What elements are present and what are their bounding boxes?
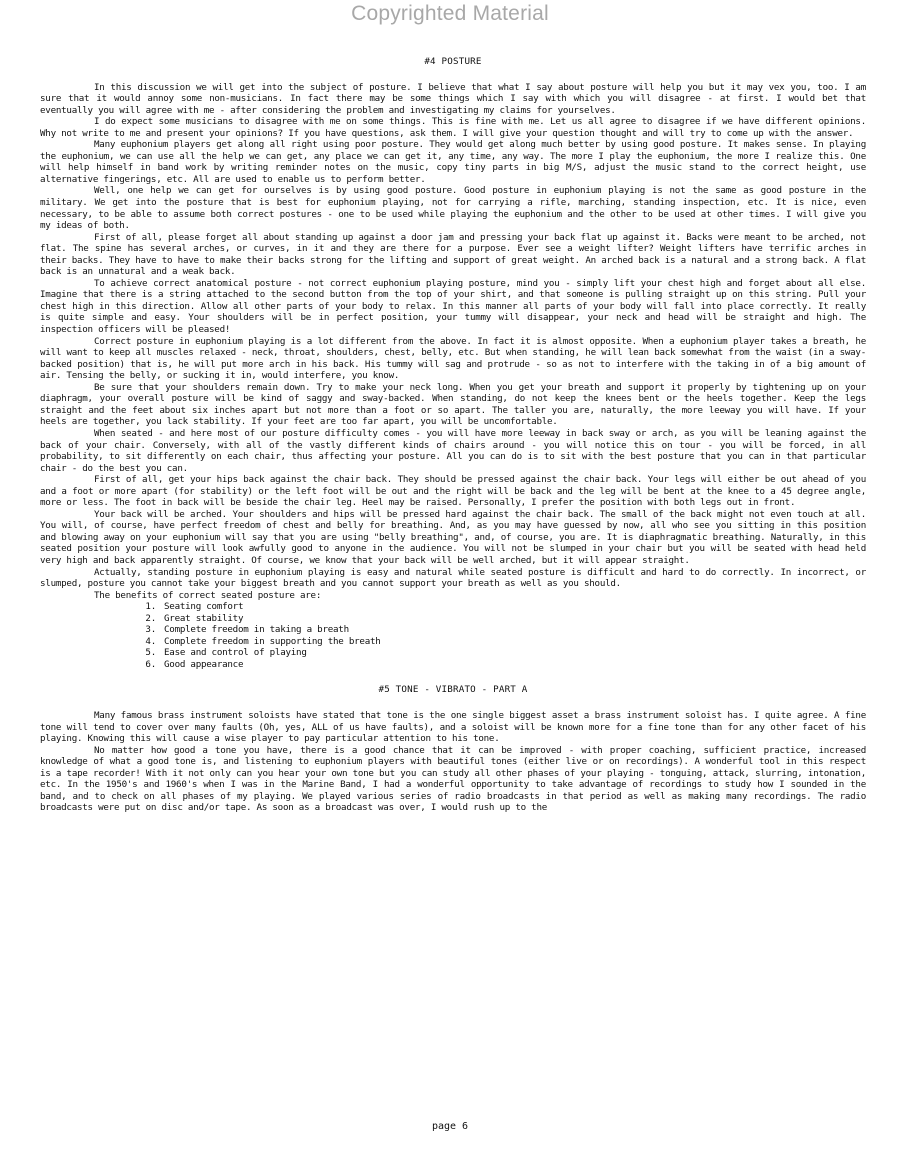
list-text: Seating comfort <box>164 601 244 613</box>
list-item <box>40 636 866 648</box>
paragraph: Actually, standing posture in euphonium playing is easy and natural while seated posture is difficult and hard to do correctly. In incorrect, or slumped, posture you cannot take your biggest breath and you cannot support your breath as well as you should. <box>40 566 866 590</box>
paragraph: When seated - and here most of our posture difficulty comes - you will have more leeway in back sway or arch, as you will be leaning against the back of your chair. Conversely, with all of the vastly different kinds of chairs around - you will notice this on tour - you will be forced, in all probability, to sit differently on each chair, thus affecting your posture. All you can do is to sit with the best posture that you can in that particular chair - do the best you can. <box>40 427 866 474</box>
paragraph: In this discussion we will get into the subject of posture. I believe that what I say about posture will help you but it may vex you, too. I am sure that it would annoy some non-musicians. In fact there may be some things which I say with which you will disagree - at first. I would bet that eventually you will agree with me - after considering the problem and investigating my claims for yourselves. <box>40 81 866 116</box>
list-number: 2. <box>145 612 156 624</box>
list-number: 4. <box>145 635 156 647</box>
list-number: 6. <box>145 658 156 670</box>
page-number: page 6 <box>431 1121 469 1132</box>
list-number: 3. <box>145 624 156 636</box>
paragraph: Be sure that your shoulders remain down. Try to make your neck long. When you get your breath and support it properly by tightening up on your diaphragm, your overall posture will be kind of saggy and sway-backed. When standing, do not keep the knees bent or the heels together. Keep the legs straight and the feet about six inches apart but not more than a foot or so apart. The taller you are, naturally, the more leeway you will have. If your heels are together, you lack stability. If your feet are too far apart, you will be uncomfortable. <box>40 381 866 428</box>
list-number: 5. <box>145 647 156 659</box>
paragraph: First of all, please forget all about standing up against a door jam and pressing your back flat up against it. Backs were meant to be arched, not flat. The spine has several arches, or curves, in it and they are there for a purpose. Ever see a weight lifter? Weight lifters have terrific arches in their backs. They have to have to make their backs strong for the lifting and support of great weight. An arched back is a natural and a strong back. A flat back is an unnatural and a weak back. <box>40 231 866 278</box>
list-text: Good appearance <box>164 658 244 670</box>
list-number: 1. <box>145 601 156 613</box>
benefits-list <box>40 601 866 670</box>
paragraph: Your back will be arched. Your shoulders and hips will be pressed hard against the chair back. The small of the back might not even touch at all. You will, of course, have perfect freedom of chest and belly for breathing. And, as you may have guessed by now, all who see you sitting in this position and blowing away on your euphonium will say that you are using "belly breathing", and, of course, you are. It is diaphragmatic breathing. Naturally, in this seated position your posture will look awfully good to anyone in the audience. You will not be slumped in your chair but you will be seated with head held very high and back apparently straight. Of course, we know that your back will be well arched, but it will appear straight. <box>40 508 866 566</box>
section-title-posture: #4 POSTURE <box>424 56 482 67</box>
benefits-intro: The benefits of correct seated posture are: <box>94 589 322 601</box>
paragraph: Many famous brass instrument soloists have stated that tone is the one single biggest asset a brass instrument soloist has. I quite agree. A fine tone will tend to cover over many faults (Oh, yes, ALL of us have faults), and a soloist will be known more for a fine tone than for any other facet of his playing. Knowing this will cause a wise player to pay particular attention to his tone. <box>40 709 866 745</box>
list-text: Complete freedom in supporting the breath <box>164 635 381 647</box>
list-text: Complete freedom in taking a breath <box>164 624 349 636</box>
paragraph: To achieve correct anatomical posture - not correct euphonium playing posture, mind you - simply lift your chest high and forget about all else. Imagine that there is a string attached to the second button from the top of your shirt, and that someone is pulling straight up on this string. Pull your chest high in this direction. Allow all other parts of your body to relax. In this manner all parts of your body will fall into place correctly. It really is quite simple and easy. Your shoulders will be in perfect position, your tummy will disappear, your neck and head will be straight and high. The inspection officers will be pleased! <box>40 277 866 336</box>
list-item <box>40 659 866 671</box>
list-item <box>40 601 866 613</box>
list-text: Ease and control of playing <box>164 647 307 659</box>
paragraph: I do expect some musicians to disagree with me on some things. This is fine with me. Let us all agree to disagree if we have different opinions. Why not write to me and present your opinions? If you have questions, ask them. I will give your question thought and will try to come up with the answer. <box>40 116 866 139</box>
paragraph: No matter how good a tone you have, there is a good chance that it can be improved - with proper coaching, sufficient practice, increased knowledge of what a good tone is, and listening to euphonium players with beautiful tones (either live or on recordings). A wonderful tool in this respect is a tape recorder! With it not only can you hear your own tone but you can study all other phases of your playing - tonguing, attack, slurring, intonation, etc. In the 1950's and 1960's when I was in the Marine Band, I had a wonderful opportunity to take advantage of recordings to study how I sounded in the band, and to check on all phases of my playing. We played various series of radio broadcasts in that period as well as making many recordings. The radio broadcasts were put on disc and/or tape. As soon as a broadcast was over, I would rush up to the <box>40 744 866 814</box>
list-item <box>40 624 866 636</box>
list-text: Great stability <box>164 612 244 624</box>
section-title-tone-vibrato: #5 TONE - VIBRATO - PART A <box>378 684 528 696</box>
paragraph: Correct posture in euphonium playing is a lot different from the above. In fact it is almost opposite. When a euphonium player takes a breath, he will want to keep all muscles relaxed - neck, throat, shoulders, chest, belly, etc. But when standing, he will lean back somewhat from the waist (in a sway-backed position) that is, he will put more arch in his back. His tummy will sag and protrude - so as not to interfere with the taking in of a big amount of air. Tensing the belly, or sucking it in, would interfere, you know. <box>40 335 866 382</box>
paragraph: Many euphonium players get along all right using poor posture. They would get along much better by using good posture. It makes sense. In playing the euphonium, we can use all the help we can get, any place we can get it, any time, any way. The more I play the euphonium, the more I realize this. One will help himself in band work by writing reminder notes on the music, copy tiny parts in big M/S, adjust the music stand to the correct height, use alternative fingerings, etc. All are used to enable us to perform better. <box>40 139 866 185</box>
document-page <box>40 56 866 814</box>
list-item <box>40 613 866 625</box>
copyright-watermark: Copyrighted Material <box>351 2 549 25</box>
list-item <box>40 647 866 659</box>
paragraph: Well, one help we can get for ourselves is by using good posture. Good posture in euphonium playing is not the same as good posture in the military. We get into the posture that is best for euphonium playing, not for carrying a rifle, marching, standing inspection, etc. It is nice, even necessary, to be able to assume both correct postures - one to be used while playing the euphonium and the other to be used at other times. I will give you my ideas of both. <box>40 185 866 232</box>
paragraph: First of all, get your hips back against the chair back. They should be pressed against the chair back. Your legs will either be out ahead of you and a foot or more apart (for stability) or the left foot will be out and the right will be back and the leg will be bent at the knee to a 45 degree angle, more or less. The foot in back will be beside the chair leg. Heel may be raised. Personally, I prefer the position with both legs out in front. <box>40 474 866 509</box>
